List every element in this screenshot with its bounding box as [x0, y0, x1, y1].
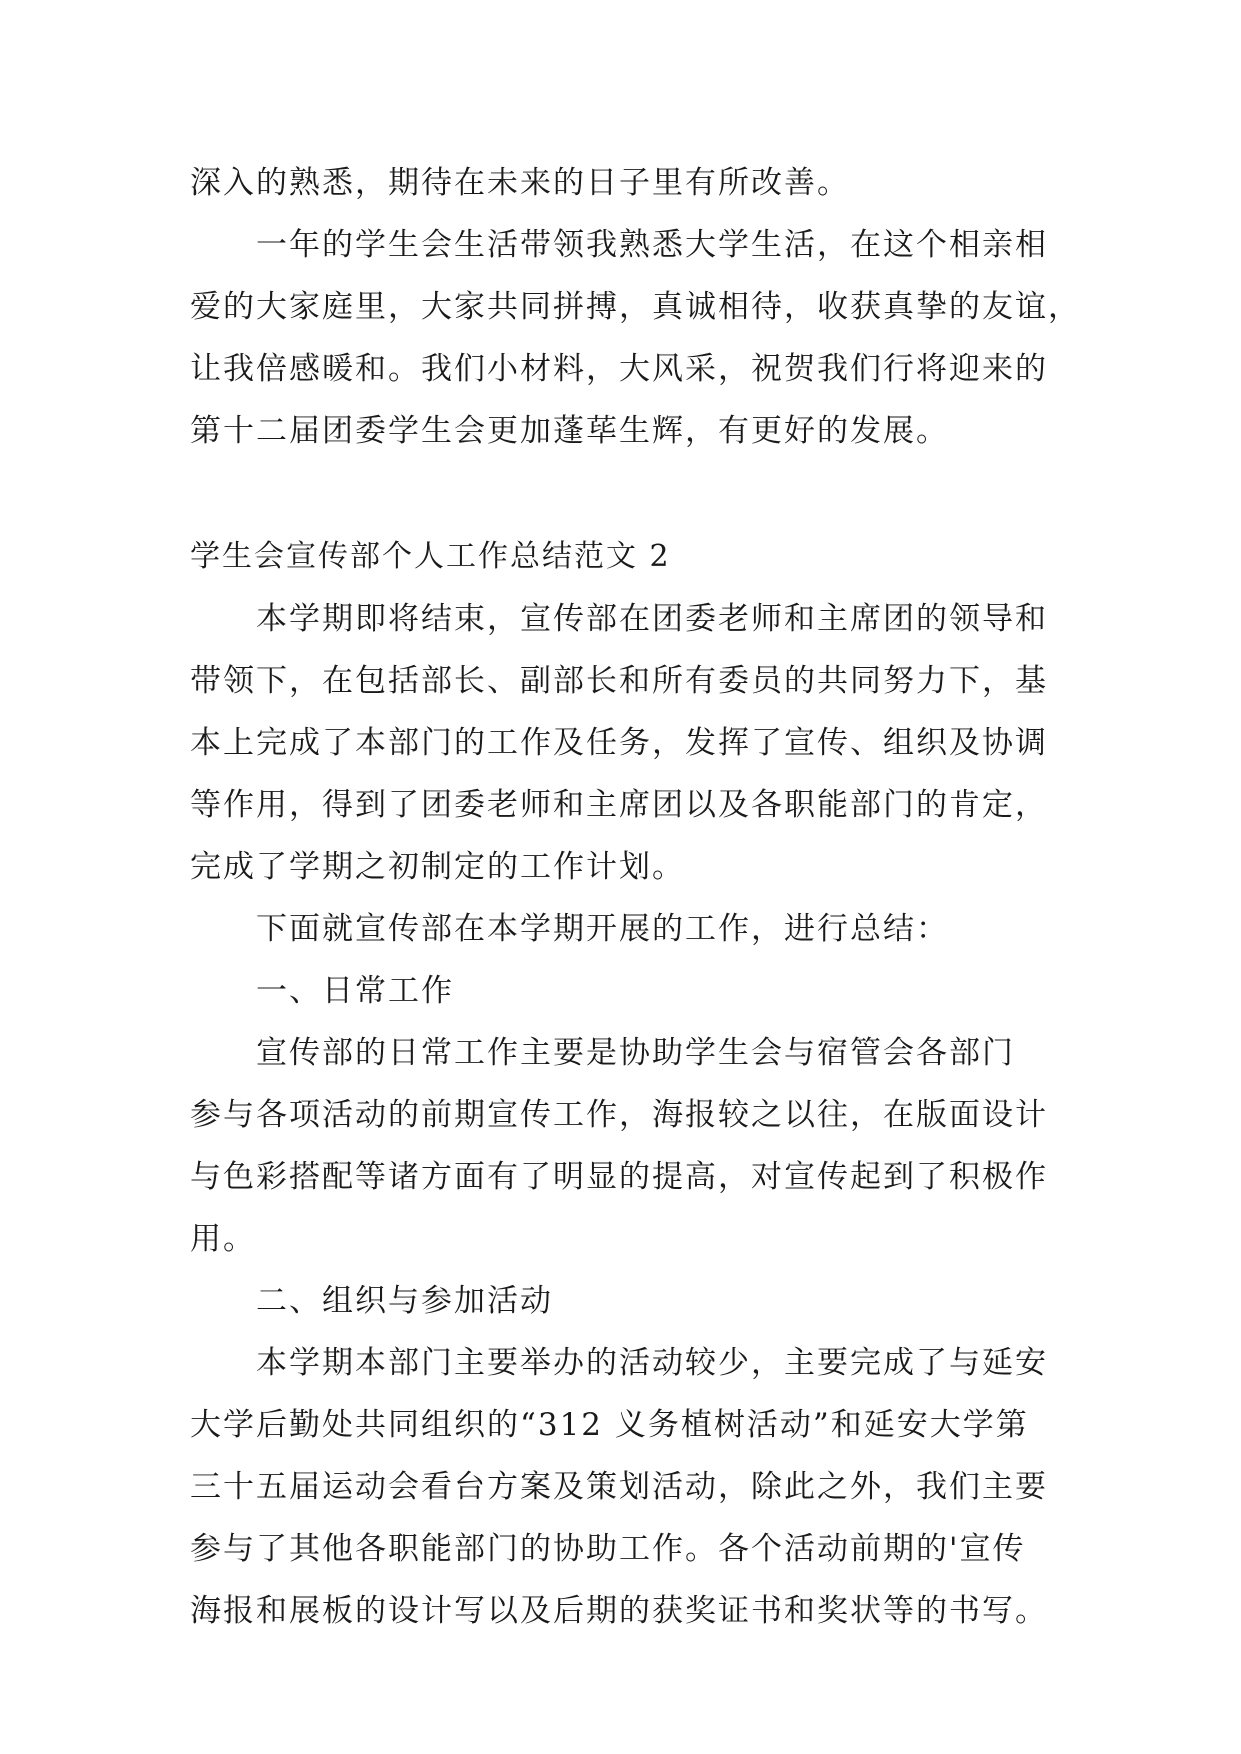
text-line: 海报和展板的设计写以及后期的获奖证书和奖状等的书写。 — [190, 1593, 1048, 1629]
text-line: 宣传部的日常工作主要是协助学生会与宿管会各部门 — [256, 1035, 1015, 1071]
text-line: 参与了其他各职能部门的协助工作。各个活动前期的'宣传 — [190, 1531, 1026, 1567]
text-line: 大学后勤处共同组织的“312 义务植树活动”和延安大学第 — [190, 1407, 1029, 1443]
text-line: 本上完成了本部门的工作及任务，发挥了宣传、组织及协调 — [190, 725, 1048, 761]
subheading-daily-work: 一、日常工作 — [256, 973, 454, 1009]
text-line: 三十五届运动会看台方案及策划活动，除此之外，我们主要 — [190, 1469, 1048, 1505]
text-line: 用。 — [190, 1221, 256, 1257]
text-line: 与色彩搭配等诸方面有了明显的提高，对宣传起到了积极作 — [190, 1159, 1048, 1195]
paragraph-intro — [190, 588, 1060, 898]
paragraph-daily-work — [190, 1022, 1060, 1270]
text-line: 本学期即将结束，宣传部在团委老师和主席团的领导和 — [256, 601, 1048, 637]
paragraph-activities — [190, 1332, 1060, 1642]
paragraph-closing — [190, 152, 1081, 462]
section-gap — [190, 462, 1060, 526]
text-line: 本学期本部门主要举办的活动较少，主要完成了与延安 — [256, 1345, 1048, 1381]
section-title: 学生会宣传部个人工作总结范文 2 — [190, 539, 671, 574]
text-line: 带领下，在包括部长、副部长和所有委员的共同努力下，基 — [190, 663, 1048, 699]
text-line: 参与各项活动的前期宣传工作，海报较之以往，在版面设计 — [190, 1097, 1048, 1133]
document-page — [190, 152, 1081, 1642]
text-line: 一年的学生会生活带领我熟悉大学生活，在这个相亲相 — [256, 227, 1048, 263]
text-line: 完成了学期之初制定的工作计划。 — [190, 849, 685, 885]
text-line: 等作用，得到了团委老师和主席团以及各职能部门的肯定， — [190, 787, 1048, 823]
subheading-activities: 二、组织与参加活动 — [256, 1283, 553, 1319]
text-line: 爱的大家庭里，大家共同拼搏，真诚相待，收获真挚的友谊， — [190, 289, 1081, 325]
text-line: 深入的熟悉，期待在未来的日子里有所改善。 — [190, 165, 850, 201]
summary-line: 下面就宣传部在本学期开展的工作，进行总结： — [256, 911, 949, 947]
text-line: 让我倍感暖和。我们小材料，大风采，祝贺我们行将迎来的 — [190, 351, 1048, 387]
text-line: 第十二届团委学生会更加蓬荜生辉，有更好的发展。 — [190, 413, 949, 449]
